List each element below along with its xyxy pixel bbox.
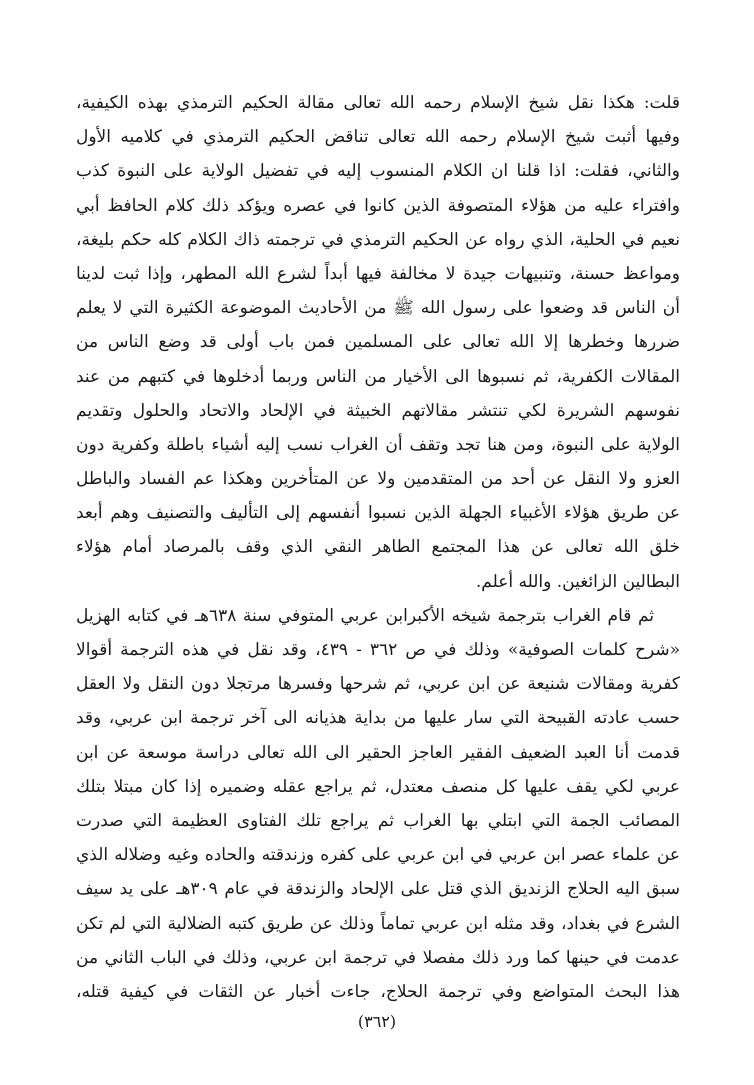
text-line: عن علماء عصر ابن عربي في ابن عربي على كفره وزندقته والحاده وغيه وضلاله الذي bbox=[76, 845, 680, 866]
text-line: كفرية ومقالات شنيعة عن ابن عربي، ثم شرحها وفسرها مرتجلا دون النقل ولا العقل bbox=[76, 674, 680, 695]
text-line: الشرع في بغداد، وقد مثله ابن عربي تماماً وذلك عن طريق كتبه الضلالية التي لم تكن bbox=[76, 913, 680, 934]
text-line: عربي لكي يقف عليها كل منصف معتدل، ثم يراجع عقله وضميره إذا كان مبتلا بتلك bbox=[76, 776, 680, 797]
text-line: وافتراء عليه من هؤلاء المتصوفة الذين كانوا في عصره ويؤكد ذلك كلام الحافظ أبي bbox=[76, 195, 680, 216]
text-line: عن طريق هؤلاء الأغبياء الجهلة الذين نسبوا أنفسهم إلى التأليف والتصنيف وهم أبعد bbox=[76, 503, 680, 524]
text-line: العزو ولا النقل عن أحد من المتقدمين ولا عن المتأخرين وهكذا عم الفساد والباطل bbox=[76, 469, 680, 490]
text-line: المصائب الجمة التي ابتلي بها الغراب ثم يراجع تلك الفتاوى العظيمة التي صدرت bbox=[76, 810, 680, 831]
text-line: أن الناس قد وضعوا على رسول الله ﷺ من الأحاديث الموضوعة الكثيرة التي لا يعلم bbox=[76, 298, 680, 319]
text-line: قلت: هكذا نقل شيخ الإسلام رحمه الله تعالى مقالة الحكيم الترمذي بهذه الكيفية، bbox=[76, 93, 680, 113]
text-line: «شرح كلمات الصوفية» وذلك في ص ٣٦٢ - ٤٣٩، وقد نقل في هذه الترجمة أقوالا bbox=[76, 640, 680, 660]
body-text bbox=[76, 86, 680, 1009]
text-line: نعيم في الحلية، الذي رواه عن الحكيم الترمذي في ترجمته ذاك الكلام كله حكم بليغة، bbox=[76, 229, 680, 250]
text-line: هذا البحث المتواضع وفي ترجمة الحلاج، جاءت أخبار عن الثقات في كيفية قتله، bbox=[76, 981, 680, 1002]
text-line: ثم قام الغراب بترجمة شيخه الأكبرابن عربي المتوفي سنة ٦٣٨هـ في كتابه الهزيل bbox=[76, 605, 654, 626]
text-line: عدمت في حينها كما ورد ذلك مفصلا في ترجمة ابن عربي، وذلك في الباب الثاني من bbox=[76, 947, 680, 968]
text-line: البطالين الزائغين. والله أعلم. bbox=[475, 571, 680, 592]
text-line: سبق اليه الحلاج الزنديق الذي قتل على الإلحاد والزندقة في عام ٣٠٩هـ على يد سيف bbox=[76, 879, 680, 900]
text-line: المقالات الكفرية، ثم نسبوها الى الأخيار من الناس وربما أدخلوها في كتبهم من عند bbox=[76, 366, 680, 387]
text-line: قدمت أنا العبد الضعيف الفقير العاجز الحقير الى الله تعالى دراسة موسعة عن ابن bbox=[76, 742, 680, 763]
page-number: (٣٦٢) bbox=[357, 1012, 397, 1031]
text-line: نفوسهم الشريرة لكي تنتشر مقالاتهم الخبيثة في الإلحاد والاتحاد والحلول وتقديم bbox=[76, 400, 680, 421]
text-line: وفيها أثبت شيخ الإسلام رحمه الله تعالى تناقض الحكيم الترمذي في كلاميه الأول bbox=[76, 127, 680, 148]
text-line: خلق الله تعالى عن هذا المجتمع الطاهر النقي الذي وقف بالمرصاد أمام هؤلاء bbox=[76, 537, 680, 558]
text-line: والثاني، فقلت: اذا قلنا ان الكلام المنسوب إليه في تفضيل الولاية على النبوة كذب bbox=[76, 161, 680, 182]
text-line: الولاية على النبوة، ومن هنا تجد وتقف أن الغراب نسب إليه أشياء باطلة وكفرية دون bbox=[76, 434, 680, 455]
text-line: ومواعظ حسنة، وتنبيهات جيدة لا مخالفة فيها أبداً لشرع الله المطهر، وإذا ثبت لدينا bbox=[76, 263, 680, 284]
text-line: حسب عادته القبيحة التي سار عليها من بداية هذيانه الى آخر ترجمة ابن عربي، وقد bbox=[76, 708, 680, 729]
text-line: ضررها وخطرها إلا الله تعالى على المسلمين فمن باب أولى قد وضع الناس من bbox=[76, 332, 680, 353]
